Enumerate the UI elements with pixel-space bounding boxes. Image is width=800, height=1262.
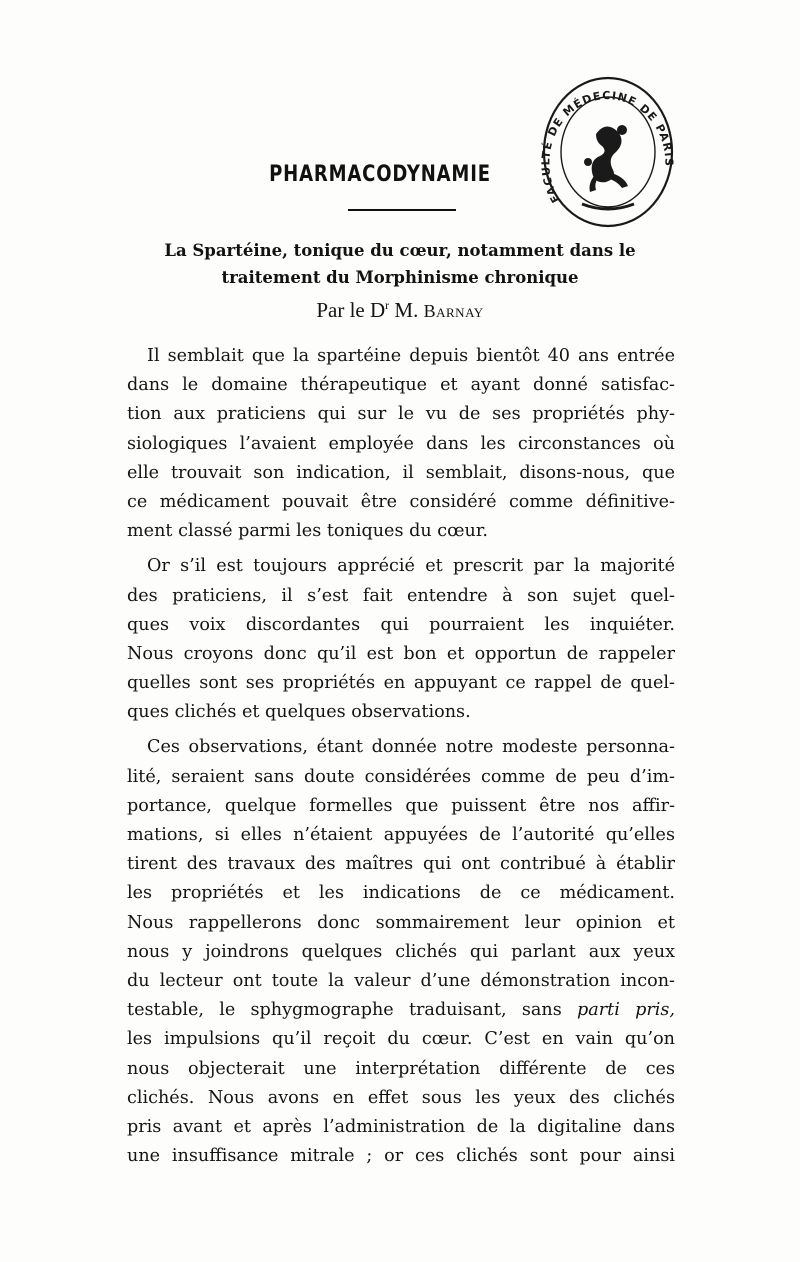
text-line: portance, quelque formelles que puissent être nos affir- [127,795,675,816]
title-divider [348,209,456,211]
text-line: une insuffisance mitrale ; or ces clichés sont pour ainsi [127,1146,675,1167]
article-title-line-2: traitement du Morphinisme chronique [221,268,579,287]
text-line-with-italic [127,996,675,1025]
section-title: PHARMACODYNAMIE [269,162,491,187]
paragraph-2 [127,552,675,727]
text-line: elle trouvait son indication, il semblait, disons-nous, que [127,462,675,483]
author-byline [200,298,600,323]
text-line: du lecteur ont toute la valeur d’une démonstration incon- [127,970,675,991]
paragraph-3 [127,733,675,1171]
text-line: pris avant et après l’administration de la digitaline dans [127,1116,675,1137]
paragraph-1 [127,342,675,546]
text-line: siologiques l’avaient employée dans les circonstances où [127,433,675,454]
library-stamp [538,72,676,232]
text-line: Nous rappellerons donc sommairement leur opinion et [127,912,675,933]
text-line: Nous croyons donc qu’il est bon et opportun de rappeler [127,643,675,664]
text-line: les impulsions qu’il reçoit du cœur. C’est en vain qu’on [127,1029,675,1050]
article-body [127,342,675,1171]
text-line: Or s’il est toujours apprécié et prescrit par la majorité [147,556,675,577]
article-title-line-1: La Spartéine, tonique du cœur, notamment dans le [164,241,636,260]
text-line: nous objecterait une interprétation différente de ces [127,1058,675,1079]
byline-prefix: Par le D [316,298,386,322]
text-line: ce médicament pouvait être considéré comme définitive- [127,491,675,512]
text-segment: testable, le sphygmographe traduisant, sans [127,1000,562,1021]
library-stamp-icon [538,72,676,232]
text-line: quelles sont ses propriétés en appuyant ce rappel de quel- [127,673,675,694]
text-line: tirent des travaux des maîtres qui ont contribué à établir [127,854,675,875]
article-title [130,237,670,291]
text-line: lité, seraient sans doute considérées comme de peu d’im- [127,766,675,787]
text-line: Ces observations, étant donnée notre modeste personna- [147,737,675,758]
text-line: ques voix discordantes qui pourraient les inquiéter. [127,614,675,635]
text-line: les propriétés et les indications de ce médicament. [127,883,675,904]
byline-superscript: r [385,298,390,312]
svg-text:FACULTÉ DE MÉDECINE DE PARIS: FACULTÉ DE MÉDECINE DE PARIS [539,89,676,206]
text-line: dans le domaine thérapeutique et ayant donné satisfac- [127,375,675,396]
italic-phrase: parti pris, [577,1000,676,1021]
author-name: Barnay [423,301,484,321]
text-line: nous y joindrons quelques clichés qui parlant aux yeux [127,941,675,962]
text-line: Il semblait que la spartéine depuis bientôt 40 ans entrée [147,346,675,366]
text-line: ment classé parmi les toniques du cœur. [127,521,488,542]
text-line: tion aux praticiens qui sur le vu de ses propriétés phy- [127,404,675,425]
text-line: ques clichés et quelques observations. [127,702,471,723]
text-line: des praticiens, il s’est fait entendre à son sujet quel- [127,585,675,606]
text-line: clichés. Nous avons en effet sous les yeux des clichés [127,1087,675,1108]
text-line: mations, si elles n’étaient appuyées de l’autorité qu’elles [127,825,675,845]
byline-initial: M. [394,298,419,322]
